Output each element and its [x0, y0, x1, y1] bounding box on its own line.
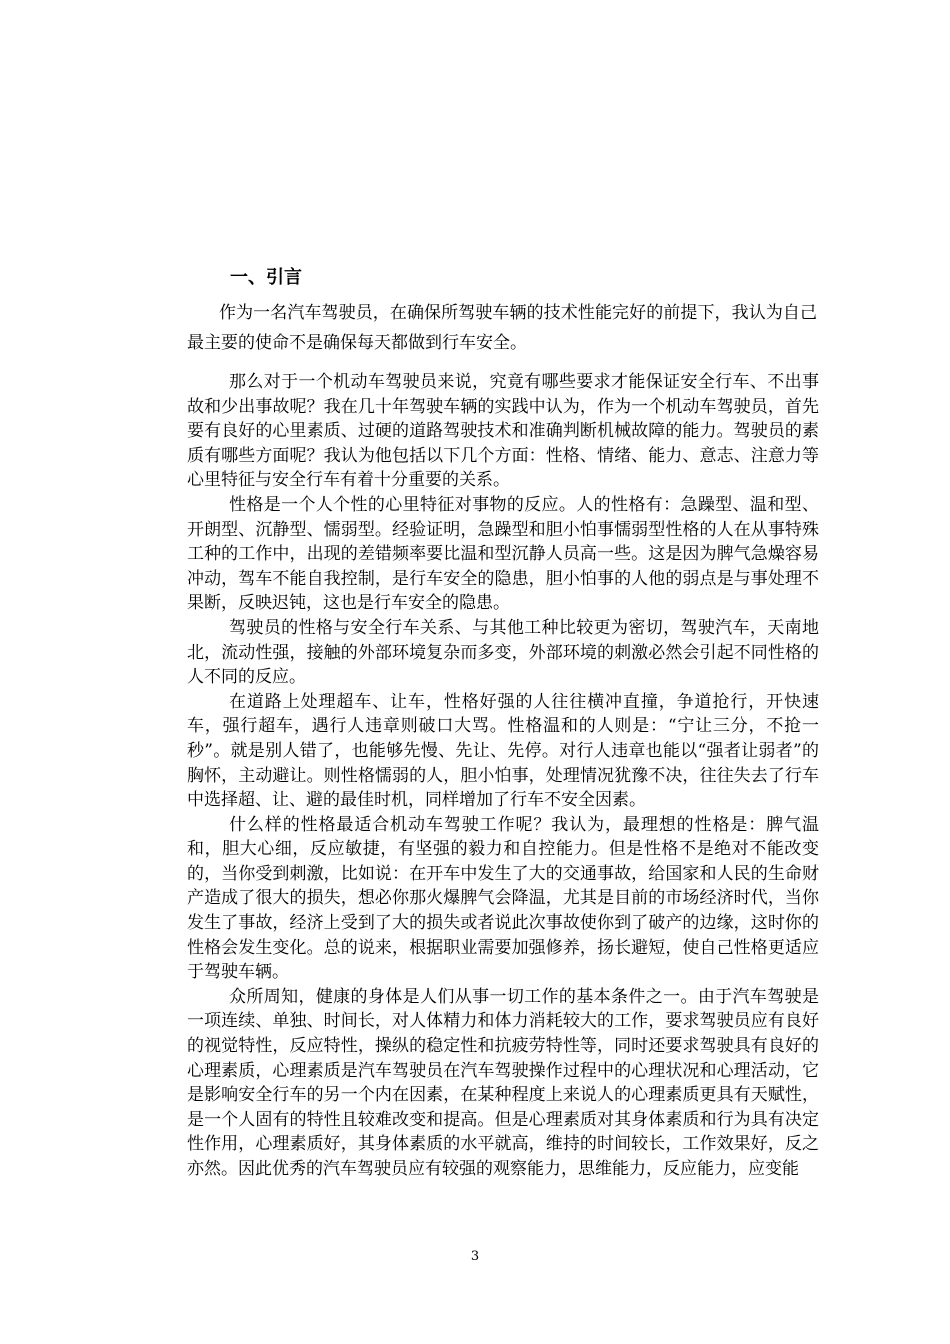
body-paragraph: 性格是一个人个性的心里特征对事物的反应。人的性格有：急躁型、温和型、开朗型、沉静型、懦弱型。经验证明，急躁型和胆小怕事懦弱型性格的人在从事特殊工种的工作中，出现的差错频率要比温和型沉静人员高一些。这是因为脾气急燥容易冲动，驾车不能自我控制，是行车安全的隐患，胆小怕事的人他的弱点是与事处理不果断，反映迟钝，这也是行车安全的隐患。 — [187, 494, 819, 614]
body-paragraph: 驾驶员的性格与安全行车关系、与其他工种比较更为密切，驾驶汽车，天南地北，流动性强，接触的外部环境复杂而多变，外部环境的刺激必然会引起不同性格的人不同的反应。 — [187, 617, 819, 688]
section-heading: 一、引言 — [230, 267, 302, 288]
body-text — [187, 370, 819, 1182]
body-paragraph: 众所周知，健康的身体是人们从事一切工作的基本条件之一。由于汽车驾驶是一项连续、单独、时间长，对人体精力和体力消耗较大的工作，要求驾驶员应有良好的视觉特性，反应特性，操纵的稳定性和抗疲劳特性等，同时还要求驾驶具有良好的心理素质，心理素质是汽车驾驶员在汽车驾驶操作过程中的心理状况和心理活动，它是影响安全行车的另一个内在因素，在某种程度上来说人的心理素质更具有天赋性，是一个人固有的特性且较难改变和提高。但是心理素质对其身体素质和行为具有决定性作用，心理素质好，其身体素质的水平就高，维持的时间较长，工作效果好，反之亦然。因此优秀的汽车驾驶员应有较强的观察能力，思维能力，反应能力，应变能 — [187, 986, 819, 1179]
intro-paragraph-block — [187, 298, 817, 358]
body-paragraph: 在道路上处理超车、让车，性格好强的人往往横冲直撞，争道抢行，开快速车，强行超车，遇行人违章则破口大骂。性格温和的人则是：“宁让三分，不抢一秒”。就是别人错了，也能够先慢、先让、先停。对行人违章也能以“强者让弱者”的胸怀，主动避让。则性格懦弱的人，胆小怕事，处理情况犹豫不决，往往失去了行车中选择超、让、避的最佳时机，同样增加了行车不安全因素。 — [187, 691, 819, 811]
page-number: 3 — [470, 1249, 480, 1264]
intro-paragraph: 作为一名汽车驾驶员，在确保所驾驶车辆的技术性能完好的前提下，我认为自己最主要的使命不是确保每天都做到行车安全。 — [187, 303, 817, 353]
body-paragraph: 什么样的性格最适合机动车驾驶工作呢？我认为，最理想的性格是：脾气温和，胆大心细，反应敏捷，有坚强的毅力和自控能力。但是性格不是绝对不能改变的，当你受到刺激，比如说：在开车中发生了大的交通事故，给国家和人民的生命财产造成了很大的损失，想必你那火爆脾气会降温，尤其是目前的市场经济时代，当你发生了事故，经济上受到了大的损失或者说此次事故使你到了破产的边缘，这时你的性格会发生变化。总的说来，根据职业需要加强修养，扬长避短，使自己性格更适应于驾驶车辆。 — [187, 814, 819, 983]
body-paragraph: 那么对于一个机动车驾驶员来说，究竟有哪些要求才能保证安全行车、不出事故和少出事故呢？我在几十年驾驶车辆的实践中认为，作为一个机动车驾驶员，首先要有良好的心里素质、过硬的道路驾驶技术和准确判断机械故障的能力。驾驶员的素质有哪些方面呢？我认为他包括以下几个方面：性格、情绪、能力、意志、注意力等心里特征与安全行车有着十分重要的关系。 — [187, 372, 819, 491]
